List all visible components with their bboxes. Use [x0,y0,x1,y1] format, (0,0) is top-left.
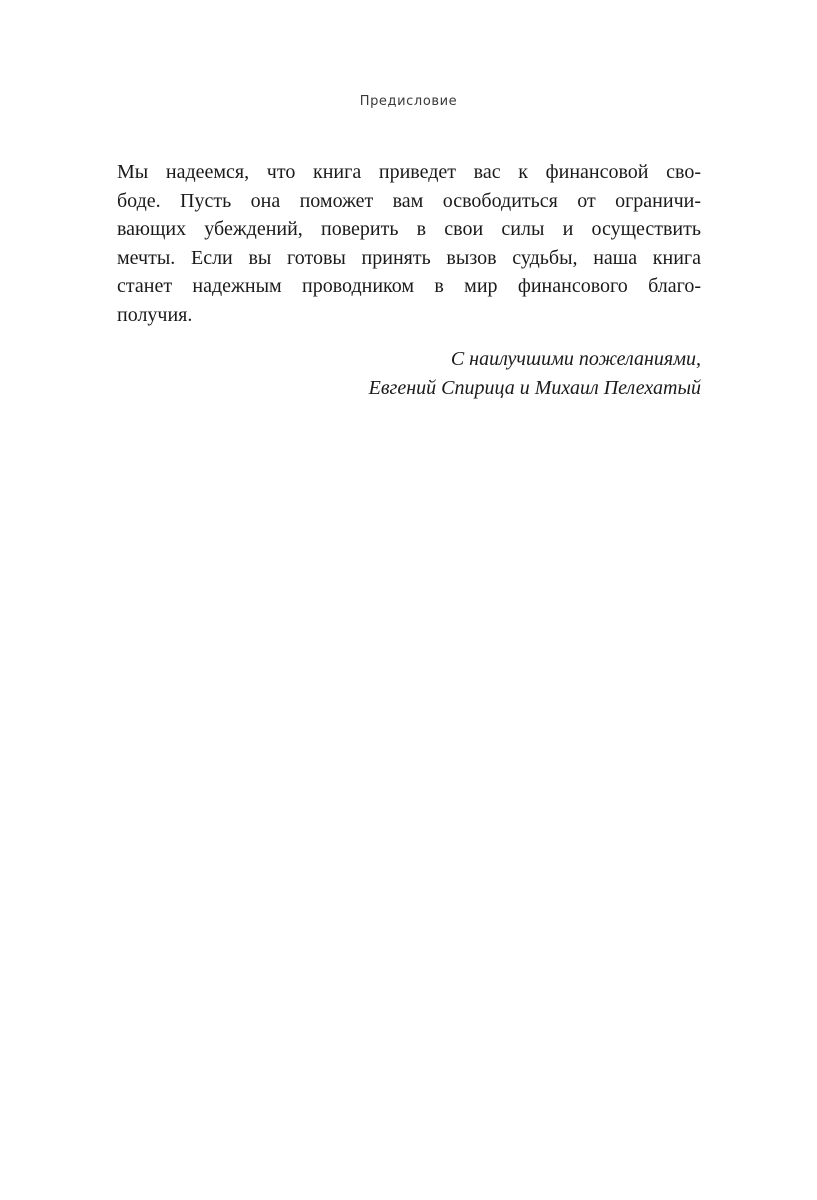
running-header: Предисловие [359,94,458,109]
body-paragraph [117,158,701,330]
signature-authors: Евгений Спирица и Михаил Пелехатый [368,377,701,399]
paragraph-line: мечты. Если вы готовы принять вызов судьбы, наша книга [117,246,701,269]
paragraph-line: боде. Пусть она поможет вам освободиться от ограничи- [117,189,701,212]
signature-block [117,345,701,403]
signature-closing: С наилучшими пожеланиями, [450,348,701,370]
paragraph-line: вающих убеждений, поверить в свои силы и осуществить [117,218,701,241]
paragraph-line: Мы надеемся, что книга приведет вас к финансовой сво- [117,161,701,183]
paragraph-line: станет надежным проводником в мир финансового благо- [117,275,701,298]
paragraph-line: получия. [117,303,193,326]
